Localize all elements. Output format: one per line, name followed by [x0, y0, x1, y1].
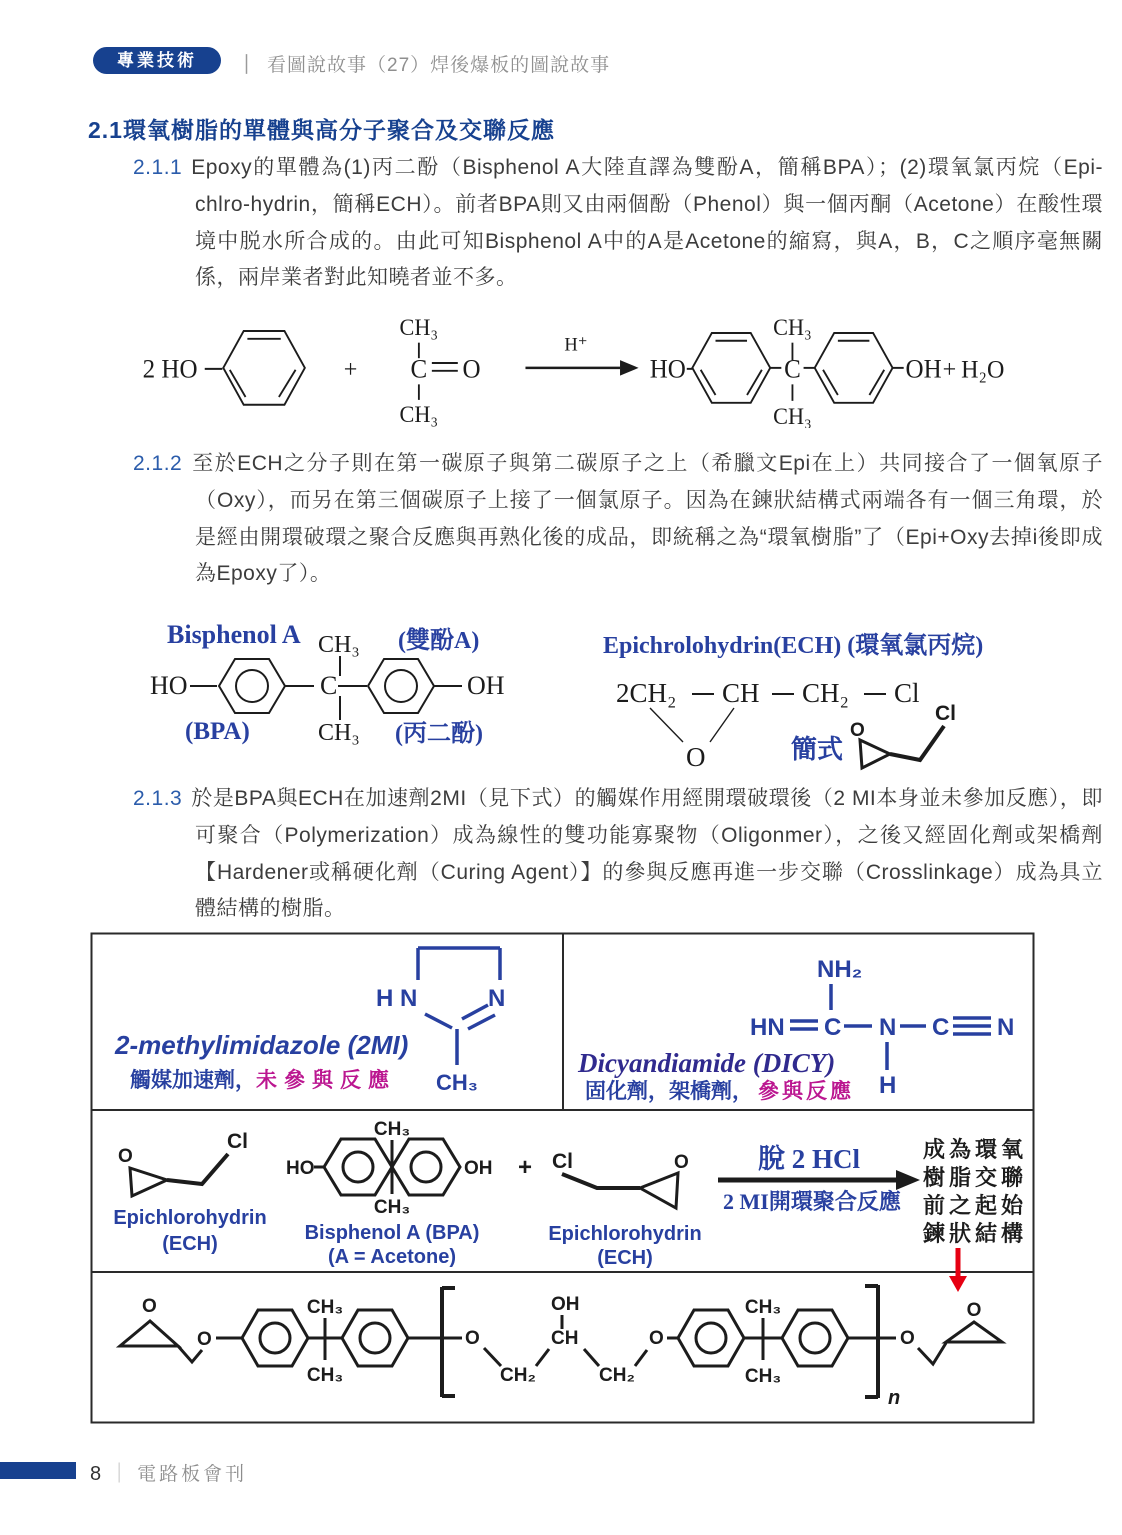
- chlorine-label: Cl: [935, 702, 956, 725]
- carbon2-label: CH: [722, 678, 760, 708]
- 2mi-role-label: 觸媒加速劑，: [130, 1068, 256, 1092]
- hydroxyl-label: HO: [649, 354, 686, 384]
- methyl-label: CH₃: [399, 314, 439, 341]
- result-line1: 成為環氧: [923, 1137, 1028, 1162]
- hydroxyl-label: OH: [551, 1294, 580, 1315]
- hydroxyl-label: OH: [467, 671, 505, 700]
- oxygen-label: O: [462, 354, 481, 384]
- paragraph-212: [133, 446, 1103, 593]
- water-label: H₂O: [961, 356, 1005, 384]
- methyl-label: CH₃: [373, 1197, 411, 1218]
- bpa-structure-diagram: [128, 610, 600, 765]
- ech-label: Epichlorohydrin: [548, 1223, 702, 1245]
- oxygen-label: O: [118, 1146, 133, 1167]
- methyl-label: CH₃: [436, 1070, 478, 1095]
- ech-label: Epichlorohydrin: [113, 1207, 267, 1229]
- hydroxyl-label: OH: [464, 1158, 493, 1179]
- methylene-label: CH₂: [500, 1365, 536, 1386]
- reactant-label: 2 HO: [142, 354, 198, 384]
- acetone-structure: [400, 314, 481, 427]
- polymerization-figure-box: [90, 932, 1035, 1424]
- methyl-label: CH₃: [399, 401, 439, 428]
- carbon-label: C: [410, 354, 428, 384]
- 2mi-title: 2-methylimidazole (2MI): [115, 1030, 409, 1060]
- nitrogen-label: N: [488, 985, 506, 1012]
- 2mi-panel: [114, 948, 505, 1095]
- footer-separator: ｜: [109, 1463, 130, 1485]
- methyl-label: CH₃: [773, 403, 812, 428]
- phenyl-ring: [368, 659, 434, 713]
- hydrogen-label: H: [879, 1072, 897, 1099]
- ether-oxygen-label: O: [649, 1328, 664, 1349]
- result-line3: 前之起始: [923, 1193, 1028, 1218]
- carbon3-label: CH₂: [802, 678, 849, 708]
- oligomer-chain-panel: [120, 1285, 1002, 1409]
- footer-accent-bar: [0, 1462, 76, 1479]
- nitrogen-label: N: [997, 1014, 1015, 1041]
- result-line2: 樹脂交聯: [923, 1165, 1028, 1190]
- dehydrochlorination-label: 脫 2 HCl: [758, 1144, 861, 1174]
- article-title: [237, 50, 610, 77]
- carbon-label: C: [320, 671, 338, 700]
- methyl-label: CH₃: [773, 314, 812, 341]
- bpa-label-cn: (丙二酚): [395, 721, 483, 747]
- ech-structure-diagram: [588, 608, 1050, 773]
- methyl-label: CH₃: [744, 1297, 782, 1318]
- ech-title: Epichrolohydrin(ECH) (環氧氯丙烷): [603, 633, 984, 659]
- result-note: [922, 1137, 1027, 1246]
- dicy-reactive-label: 參與反應: [758, 1079, 854, 1103]
- methyl-label: CH₃: [306, 1365, 344, 1386]
- ech-abbrev: (ECH): [162, 1233, 218, 1255]
- paragraph-213: [133, 781, 1103, 928]
- oxygen-label: O: [674, 1152, 689, 1173]
- epoxide-oxygen-label: O: [686, 742, 706, 772]
- page-number: 8: [90, 1463, 102, 1485]
- left-bracket: [442, 1287, 455, 1397]
- bisphenol-a-product: [650, 314, 942, 428]
- amine-label: NH₂: [817, 956, 863, 983]
- 2mi-nonreactive-label: 未參與反應: [256, 1068, 396, 1092]
- bpa-title-cn: (雙酚A): [398, 628, 480, 654]
- chlorine-label: Cl: [552, 1150, 573, 1173]
- ech-right-structure: [548, 1150, 701, 1269]
- dicy-panel: [577, 956, 1014, 1104]
- paragraph-text: Epoxy的單體為(1)丙二酚（Bisphenol A大陸直譯為雙酚A，簡稱BPA）；(2)環氧氯丙烷（Epi-chlro-hydrin，簡稱ECH）。前者BPA則又由兩個酚（Phenol）與一個丙酮（Acetone）在酸性環境中脱水所合成的。由此可知Bisphenol A中的A是Acetone的縮寫，與A，B，C之順序毫無關係，兩岸業者對此知曉者並不多。: [191, 156, 1103, 290]
- ether-oxygen-label: O: [197, 1329, 212, 1350]
- epoxide-oxygen-label: O: [966, 1300, 982, 1321]
- hydroxyl-label: OH: [905, 354, 942, 384]
- title-separator: ｜: [237, 55, 258, 76]
- paragraph-number: 2.1.1: [133, 156, 183, 179]
- ether-oxygen-label: O: [900, 1328, 915, 1349]
- reaction-panel: [113, 1119, 1027, 1292]
- benzene-ring: [223, 331, 305, 405]
- oxygen-label: O: [850, 720, 865, 741]
- carbon1-label: 2CH₂: [616, 678, 677, 708]
- paragraph-number: 2.1.2: [133, 452, 183, 475]
- article-title-text: 看圖說故事（27）焊後爆板的圖說故事: [267, 55, 611, 76]
- carbon-label: C: [932, 1014, 950, 1041]
- methine-label: CH: [551, 1328, 579, 1349]
- repeat-subscript: n: [888, 1387, 901, 1409]
- bpa-acetone-note: (A = Acetone): [328, 1246, 456, 1268]
- bpa-abbrev: (BPA): [185, 718, 250, 745]
- ech-abbrev: (ECH): [597, 1247, 653, 1269]
- imine-label: HN: [750, 1014, 785, 1041]
- methyl-label: CH₃: [744, 1366, 782, 1387]
- journal-name: 電路板會刊: [137, 1464, 248, 1485]
- result-line4: 鍊狀結構: [923, 1221, 1028, 1246]
- bpa-label: Bisphenol A (BPA): [304, 1222, 480, 1244]
- nh-label: H N: [376, 985, 418, 1012]
- chlorine-label: Cl: [227, 1130, 248, 1153]
- ring-opening-label: 2 MI開環聚合反應: [723, 1189, 901, 1214]
- chlorine-label: Cl: [894, 678, 920, 708]
- reaction-arrow: [525, 334, 638, 376]
- section-heading: 2.1環氧樹脂的單體與高分子聚合及交聯反應: [88, 117, 555, 143]
- plus-sign: +: [343, 356, 358, 384]
- bpa-structure: [286, 1119, 493, 1268]
- methylene-label: CH₂: [599, 1365, 635, 1386]
- oxygen-label: O: [142, 1296, 157, 1317]
- ech-left-structure: [113, 1130, 266, 1255]
- catalyst-label: H⁺: [564, 334, 588, 356]
- nitrogen-label: N: [879, 1014, 897, 1041]
- methyl-label: CH₃: [306, 1297, 344, 1318]
- phenyl-ring: [219, 659, 285, 713]
- hydroxyl-label: HO: [150, 671, 188, 700]
- hydroxyl-label: HO: [286, 1158, 315, 1179]
- paragraph-211: [133, 150, 1103, 297]
- right-bracket: [865, 1285, 878, 1398]
- epoxide-glyph: [850, 702, 956, 768]
- bpa-synthesis-reaction-diagram: [138, 300, 1014, 428]
- ether-oxygen-label: O: [465, 1328, 480, 1349]
- paragraph-text: 至於ECH之分子則在第一碳原子與第二碳原子之上（希臘文Epi在上）共同接合了一個氧原子（Oxy），而另在第三個碳原子上接了一個氯原子。因為在鍊狀結構式兩端各有一個三角環，於是經由開環破環之聚合反應與再熟化後的成品，即統稱之為“環氧樹脂”了（Epi+Oxy去掉i後即成為Epoxy了）。: [191, 452, 1103, 586]
- paragraph-number: 2.1.3: [133, 787, 183, 810]
- bpa-title: Bisphenol A: [167, 620, 301, 649]
- footer: [90, 1457, 247, 1486]
- reaction-arrow: [718, 1144, 920, 1214]
- dicy-role-label: 固化劑，架橋劑，: [585, 1079, 753, 1103]
- paragraph-text: 於是BPA與ECH在加速劑2MI（見下式）的觸媒作用經開環破環後（2 MI本身並未參加反應），即可聚合（Polymerization）成為線性的雙功能寡聚物（Oligonmer），之後又經固化劑或架橋劑【Hardener或稱硬化劑（Curing Agent）】的參與反應再進一步交聯（Crosslinkage）成為具立體結構的樹脂。: [191, 787, 1103, 921]
- methyl-label: CH₃: [318, 720, 360, 746]
- methyl-label: CH₃: [373, 1119, 411, 1140]
- red-pointer-arrow: [949, 1248, 967, 1292]
- category-badge: 專業技術: [93, 47, 221, 74]
- methyl-label: CH₃: [318, 632, 360, 658]
- carbon-label: C: [824, 1014, 842, 1041]
- simplified-form-label: 簡式: [791, 735, 844, 764]
- plus-sign: +: [518, 1154, 533, 1181]
- carbon-label: C: [784, 354, 801, 384]
- plus-sign: +: [942, 356, 957, 384]
- dicy-title: Dicyandiamide (DICY): [578, 1048, 836, 1078]
